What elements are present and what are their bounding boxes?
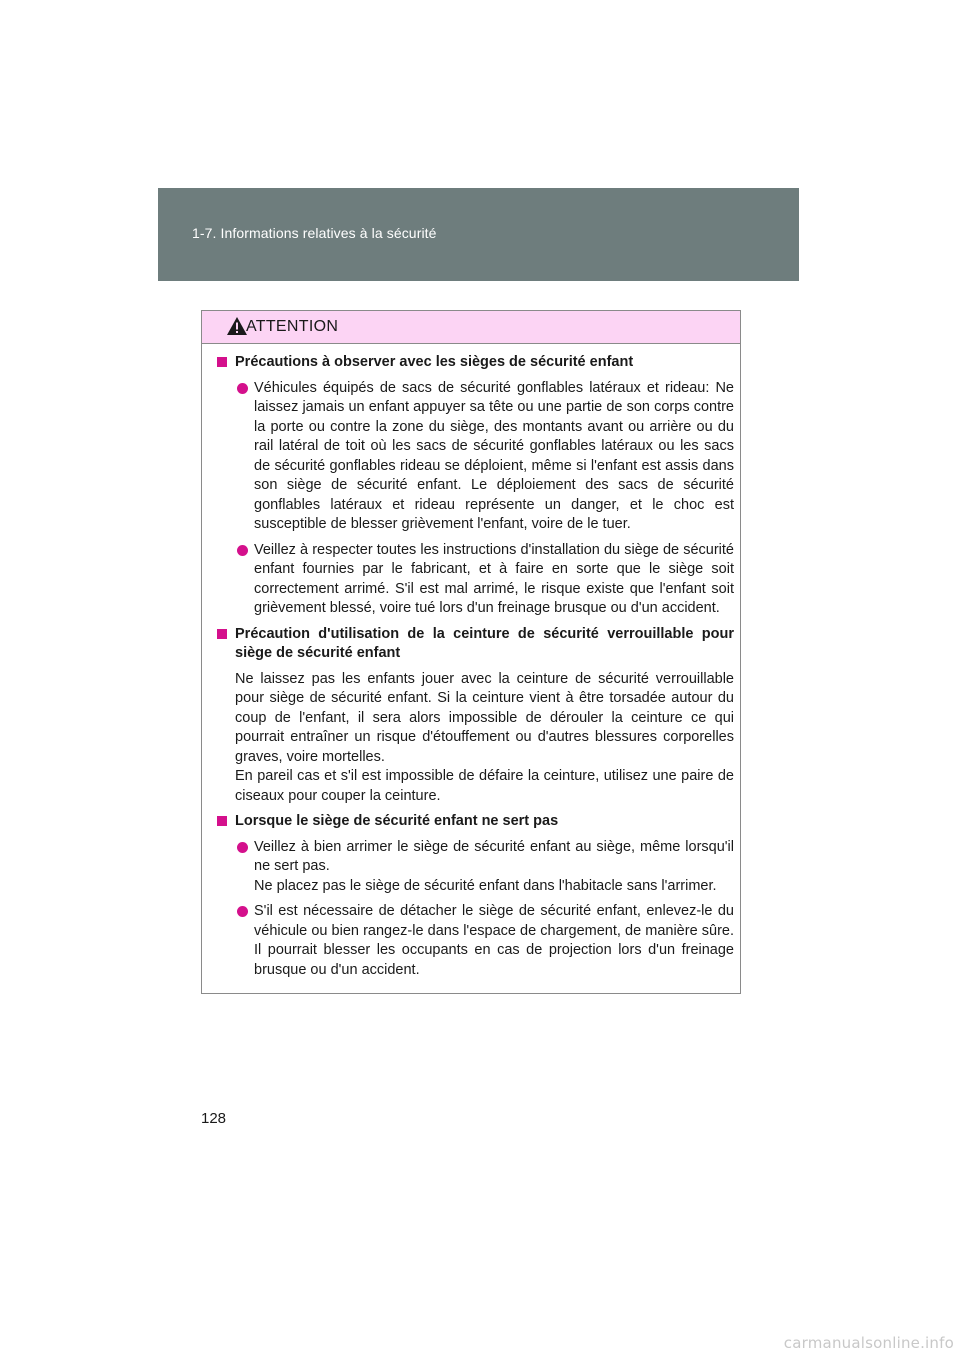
list-item-text: Veillez à bien arrimer le siège de sécurité enfant au siège, même lorsqu'il ne sert pas. (254, 838, 734, 874)
warning-header (202, 311, 740, 344)
section-heading (217, 812, 734, 832)
section-heading-text: Précautions à observer avec les sièges de sécurité enfant (235, 354, 634, 370)
section-header (158, 188, 799, 281)
warning-triangle-icon (226, 316, 248, 336)
warning-title: ATTENTION (246, 318, 339, 335)
list-item-text: Veillez à respecter toutes les instructions d'installation du siège de sécurité enfant fournies par le fabricant, et à faire en sorte que le siège soit correctement arrimé. S'il est mal arrimé, le risque existe que l'enfant soit grièvement blessé, voire tué lors d'un freinage brusque ou d'un accident. (254, 541, 734, 616)
paragraph (217, 670, 734, 807)
circle-bullet-icon (237, 906, 248, 917)
list-item-text: Véhicules équipés de sacs de sécurité gonflables latéraux et rideau: Ne laissez jamais un enfant appuyer sa tête ou une partie de son corps contre la porte ou contre la zone du siège, des montants avant ou arrière ou du rail latéral de toit où les sacs de sécurité gonflables latéraux ou les sacs de sécurité gonflables rideau se déploient, même si l'enfant est assis dans son siège de sécurité enfant. Le déploiement des sacs de sécurité gonflables latéraux et rideau représente un danger, et le choc est susceptible de blesser grièvement l'enfant, voire de le tuer. (254, 379, 734, 532)
warning-box (201, 310, 741, 994)
warning-body (202, 344, 740, 980)
list-item-text: S'il est nécessaire de détacher le siège de sécurité enfant, enlevez-le du véhicule ou bien rangez-le dans l'espace de chargement, de manière sûre. Il pourrait blesser les occupants en cas de projection lors d'un freinage brusque ou d'un accident. (254, 903, 734, 978)
square-bullet-icon (217, 629, 227, 639)
list-item (217, 838, 734, 897)
paragraph-text: En pareil cas et s'il est impossible de défaire la ceinture, utilisez une paire de ciseaux pour couper la ceinture. (235, 768, 734, 804)
list-item-text: Ne placez pas le siège de sécurité enfant dans l'habitacle sans l'arrimer. (254, 877, 717, 894)
circle-bullet-icon (237, 383, 248, 394)
square-bullet-icon (217, 357, 227, 367)
section-heading (217, 625, 734, 664)
section-heading-text: Précaution d'utilisation de la ceinture de sécurité verrouillable pour siège de sécurité enfant (235, 625, 734, 661)
paragraph-text: Ne laissez pas les enfants jouer avec la ceinture de sécurité verrouillable pour siège de sécurité enfant. Si la ceinture vient à être torsadée autour du coup de l'enfant, il sera alors impossible de dérouler la ceinture ce qui pourrait entraîner un risque d'étouffement ou d'autres blessures corporelles graves, voire mortelles. (235, 670, 734, 765)
list-item (217, 541, 734, 619)
section-heading-text: Lorsque le siège de sécurité enfant ne sert pas (235, 813, 559, 829)
section-title: 1-7. Informations relatives à la sécurité (192, 225, 437, 241)
square-bullet-icon (217, 816, 227, 826)
circle-bullet-icon (237, 842, 248, 853)
page-number: 128 (201, 1110, 227, 1127)
circle-bullet-icon (237, 545, 248, 556)
section-heading (217, 353, 734, 373)
watermark: carmanualsonline.info (783, 1334, 954, 1352)
list-item (217, 379, 734, 535)
list-item (217, 902, 734, 980)
